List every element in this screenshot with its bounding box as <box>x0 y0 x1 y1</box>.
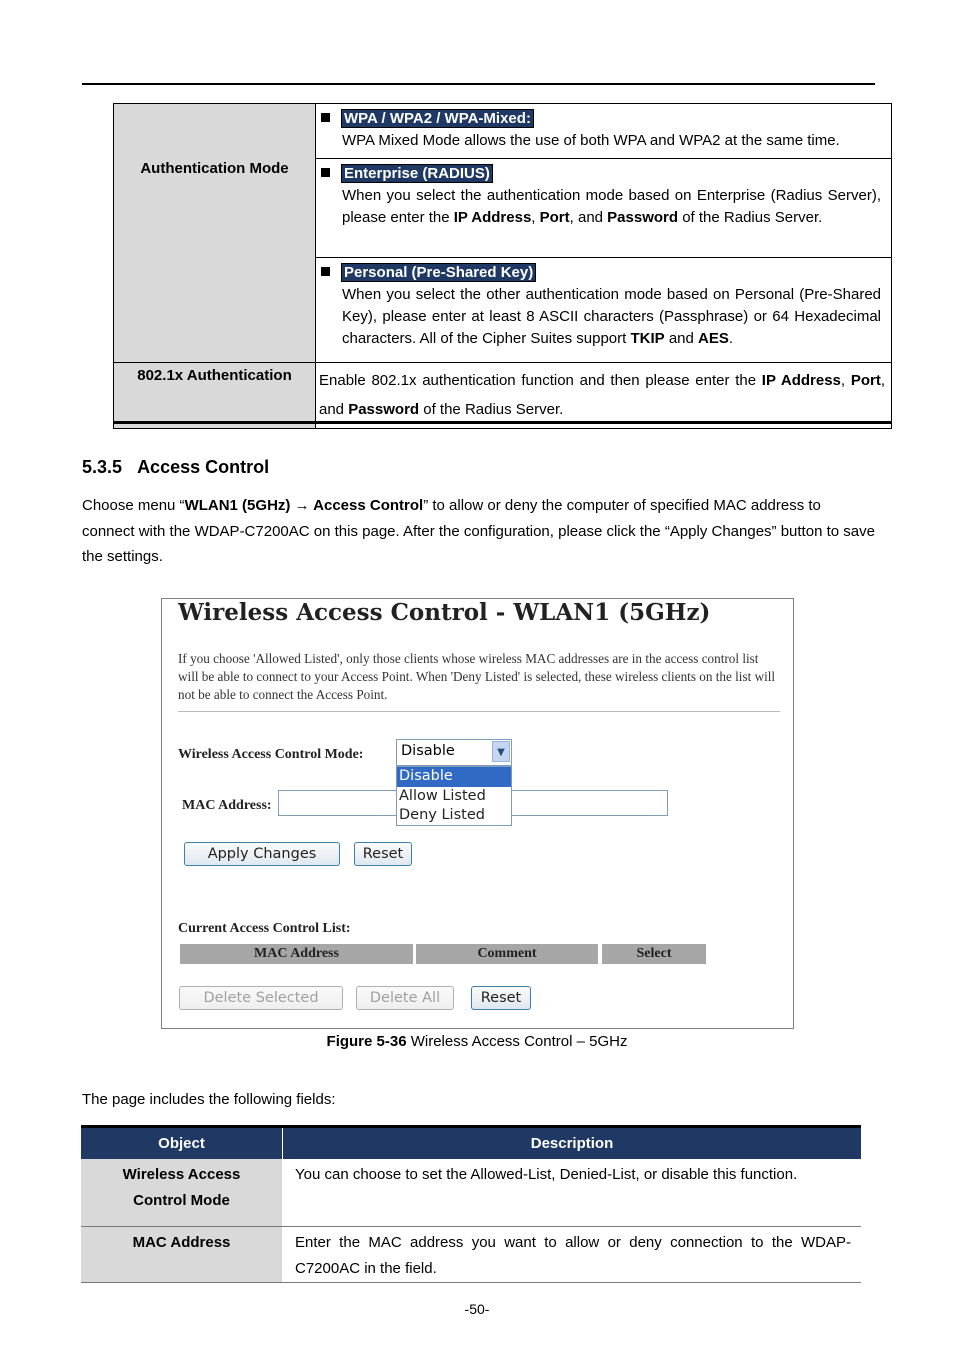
wpa-heading: WPA / WPA2 / WPA-Mixed: <box>344 110 531 127</box>
mode-option-deny[interactable]: Deny Listed <box>399 807 485 823</box>
figure-title: Wireless Access Control - WLAN1 (5GHz) <box>178 599 711 626</box>
figure-divider <box>178 711 780 712</box>
table-bottom-rule <box>113 421 892 424</box>
enterprise-text: When you select the authentication mode based on Enterprise (Radius Server), please enter the IP Address, Port, and Password of the Radius Server. <box>342 187 881 226</box>
bullet-square-icon <box>321 267 330 276</box>
reset-list-button[interactable]: Reset <box>471 986 531 1010</box>
figure-caption: Figure 5-36 Wireless Access Control – 5GHz <box>326 1033 628 1050</box>
bullet-square-icon <box>321 113 330 122</box>
personal-text: When you select the other authentication mode based on Personal (Pre-Shared Key), please enter at least 8 ASCII characters (Passphrase) or 64 Hexadecimal characters. All of the Cipher Suites support TKIP and AES. <box>342 286 881 347</box>
mode-label: Wireless Access Control Mode: <box>178 747 364 762</box>
mode-select-value: Disable <box>401 743 455 759</box>
mode-option-disable[interactable]: Disable <box>397 767 511 787</box>
header-object: Object <box>81 1127 283 1160</box>
delete-selected-button[interactable]: Delete Selected <box>179 986 343 1010</box>
column-mac-address: MAC Address <box>180 944 413 964</box>
fields-table <box>81 1125 861 1283</box>
figure-description: If you choose 'Allowed Listed', only those clients whose wireless MAC addresses are in the access control list will be able to connect to your Access Point. When 'Deny Listed' is selected, these wireless clients on the list will not be able to connect the Access Point. <box>178 651 776 702</box>
dot1x-label-cell <box>114 363 316 429</box>
mode-select[interactable] <box>396 739 512 766</box>
personal-heading: Personal (Pre-Shared Key) <box>344 264 534 281</box>
delete-all-button[interactable]: Delete All <box>356 986 454 1010</box>
personal-cell <box>316 258 892 363</box>
row-object: MAC Address <box>81 1227 283 1283</box>
header-rule <box>82 83 875 85</box>
dot1x-label: 802.1x Authentication <box>137 367 292 384</box>
row-description: Enter the MAC address you want to allow or deny connection to the WDAP-C7200AC in the field. <box>283 1227 862 1283</box>
screenshot-figure <box>161 598 794 1029</box>
dot1x-text: Enable 802.1x authentication function and then please enter the IP Address, Port, and Password of the Radius Server. <box>319 372 885 418</box>
intro-text: The page includes the following fields: <box>82 1091 336 1108</box>
row-description: You can choose to set the Allowed-List, Denied-List, or disable this function. <box>283 1159 862 1227</box>
enterprise-heading: Enterprise (RADIUS) <box>344 165 490 182</box>
apply-changes-button[interactable]: Apply Changes <box>184 842 340 866</box>
bullet-square-icon <box>321 168 330 177</box>
reset-button[interactable]: Reset <box>354 842 412 866</box>
section-heading: 5.3.5 Access Control <box>82 457 270 477</box>
column-select: Select <box>602 944 706 964</box>
mode-option-allow[interactable]: Allow Listed <box>399 787 486 804</box>
wpa-text: WPA Mixed Mode allows the use of both WPA and WPA2 at the same time. <box>342 132 840 149</box>
page-number: -50- <box>464 1301 490 1317</box>
header-description: Description <box>283 1127 862 1160</box>
enterprise-cell <box>316 159 892 258</box>
auth-table <box>113 103 892 429</box>
chevron-down-icon[interactable]: ▼ <box>492 741 510 762</box>
column-comment: Comment <box>416 944 598 964</box>
auth-mode-cell <box>114 104 316 363</box>
list-title: Current Access Control List: <box>178 921 351 936</box>
mac-label: MAC Address: <box>182 798 272 813</box>
wpa-cell <box>316 104 892 159</box>
row-object: Wireless Access Control Mode <box>81 1159 283 1227</box>
auth-mode-label: Authentication Mode <box>140 160 289 177</box>
section-paragraph: Choose menu “WLAN1 (5GHz) → Access Control” to allow or deny the computer of specified MAC address to connect with the WDAP-C7200AC on this page. After the configuration, please click the “Apply Changes” button to save the settings. <box>82 497 875 565</box>
mode-dropdown-list[interactable] <box>396 766 512 826</box>
dot1x-cell <box>316 363 892 429</box>
